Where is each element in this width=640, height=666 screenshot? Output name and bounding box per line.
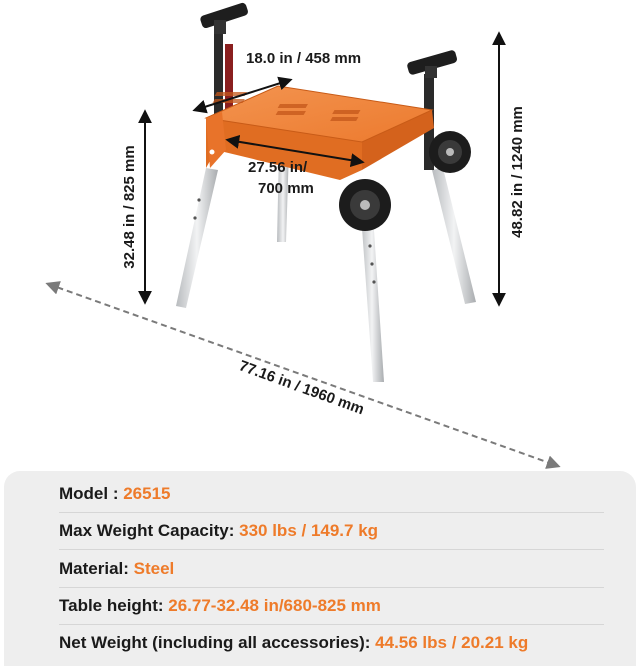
spec-label: Net Weight (including all accessories): (59, 633, 376, 652)
dim-label-depth-line2: 700 mm (258, 180, 314, 197)
spec-row-net-weight (59, 624, 604, 661)
spec-value: 44.56 lbs / 20.21 kg (375, 633, 529, 652)
dim-label-depth-line1: 27.56 in/ (248, 159, 308, 176)
spec-value: 26515 (123, 484, 171, 503)
spec-label: Material: (59, 559, 134, 578)
dim-label-overall-height: 48.82 in / 1240 mm (509, 106, 526, 238)
spec-row-table-height (59, 587, 604, 625)
spec-row-model (59, 475, 604, 513)
spec-label: Model : (59, 484, 124, 503)
wheel-back (429, 131, 471, 173)
stand-legs (176, 150, 476, 382)
spec-value: 330 lbs / 149.7 kg (239, 521, 379, 540)
spec-panel (4, 471, 636, 666)
spec-value: 26.77-32.48 in/680-825 mm (168, 596, 381, 615)
dim-label-table-height: 32.48 in / 825 mm (121, 145, 138, 269)
spec-label: Table height: (59, 596, 169, 615)
spec-row-material (59, 550, 604, 588)
spec-row-max-weight (59, 512, 604, 550)
dim-arrow-overall-length (48, 284, 558, 466)
spec-label: Max Weight Capacity: (59, 521, 240, 540)
spec-value: Steel (133, 559, 175, 578)
front-left-leg (176, 168, 218, 308)
dim-label-width: 18.0 in / 458 mm (246, 50, 362, 67)
dim-label-overall-length: 77.16 in / 1960 mm (236, 357, 367, 419)
wheel-front (339, 179, 391, 231)
back-right-leg (432, 168, 476, 304)
